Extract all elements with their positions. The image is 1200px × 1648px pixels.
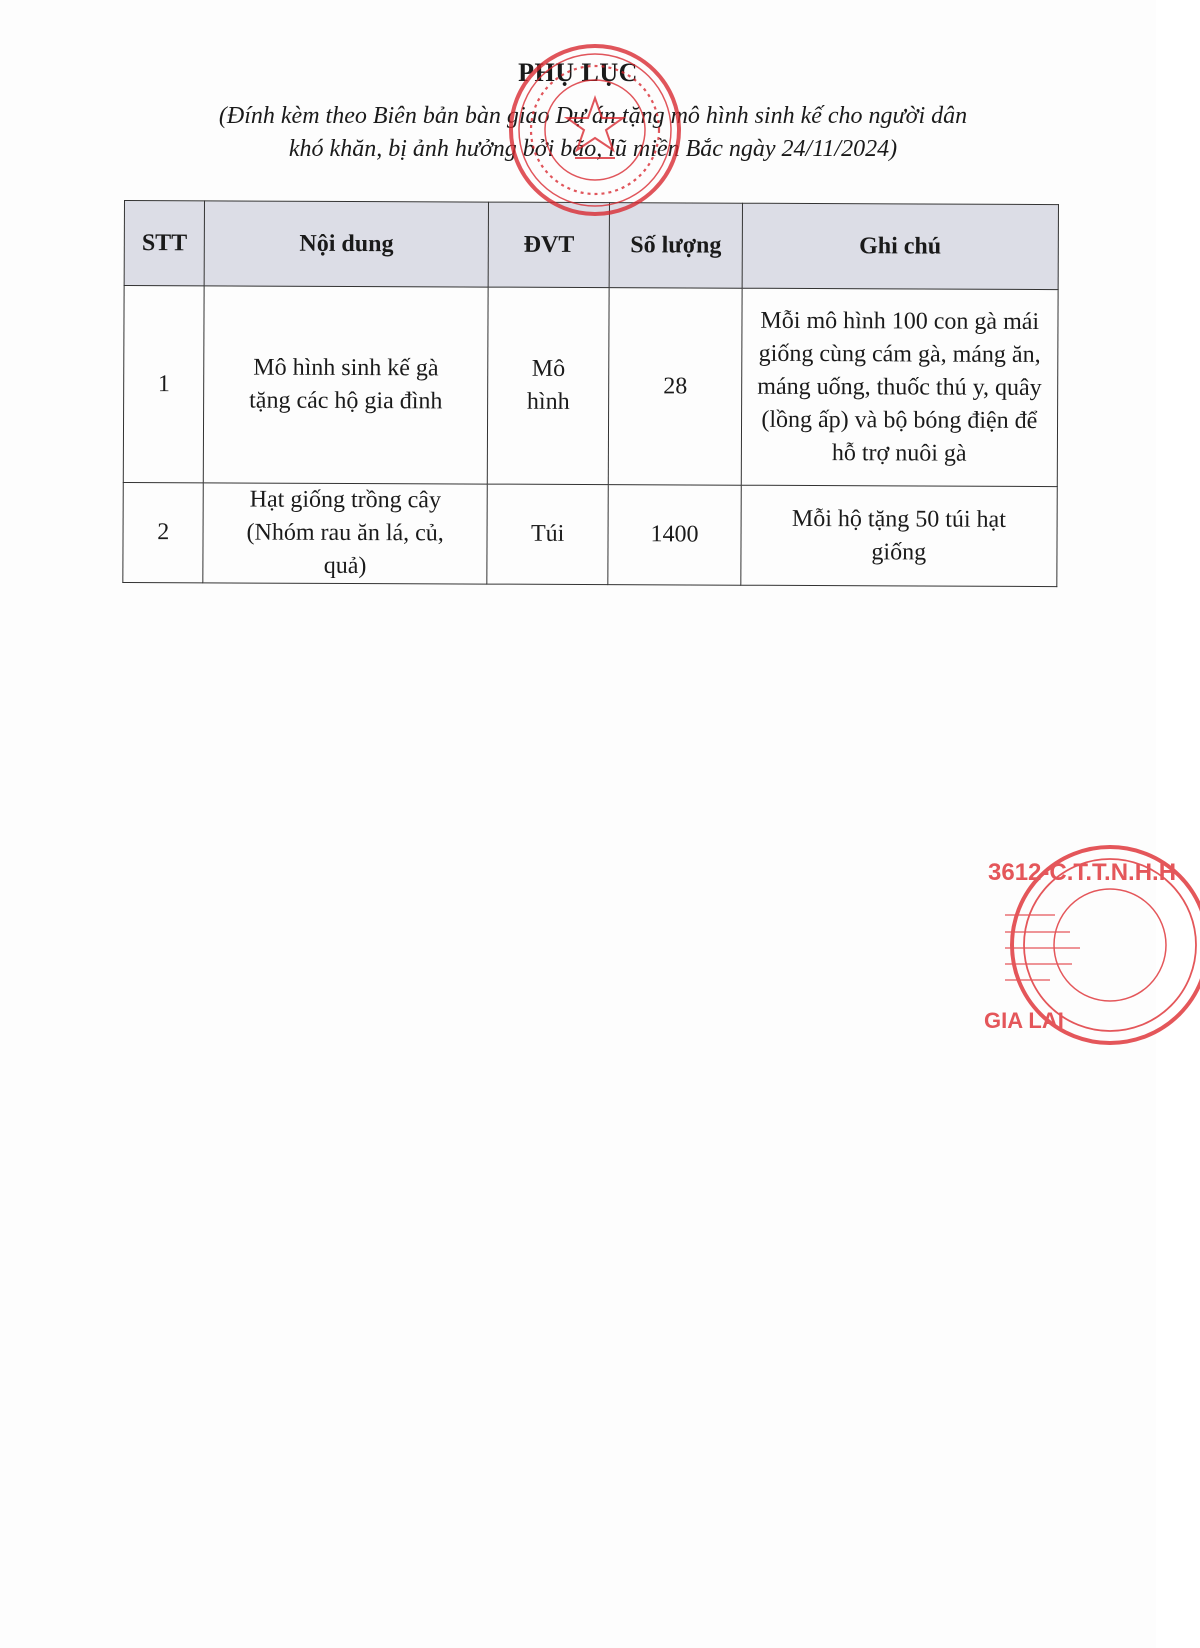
header-note: Ghi chú xyxy=(742,203,1059,289)
subtitle-line-2: khó khăn, bị ảnh hưởng bởi bão, lũ miền Bắc ngày 24/11/2024) xyxy=(288,136,898,162)
cell-stt: 1 xyxy=(123,286,204,483)
cell-content: Mô hình sinh kế gà tặng các hộ gia đình xyxy=(204,286,488,484)
cell-unit: Túi xyxy=(487,484,609,585)
header-stt: STT xyxy=(124,201,205,286)
cell-note: Mỗi hộ tặng 50 túi hạt giống xyxy=(740,485,1057,586)
cell-content: Hạt giống trồng cây (Nhóm rau ăn lá, củ, quả) xyxy=(203,483,487,584)
table-row xyxy=(123,482,1057,586)
cell-stt: 2 xyxy=(123,482,204,582)
appendix-table xyxy=(122,200,1059,587)
cell-quantity: 28 xyxy=(609,288,742,486)
document-title: PHỤ LỤC xyxy=(518,58,638,87)
header-quantity: Số lượng xyxy=(610,203,743,289)
subtitle-line-1: (Đính kèm theo Biên bản bàn giao Dự án tặng mô hình sinh kế cho người dân xyxy=(218,103,968,129)
cell-note: Mỗi mô hình 100 con gà mái giống cùng cám gà, máng ăn, máng uống, thuốc thú y, quây (lồng ấp) và bộ bóng điện để hỗ trợ nuôi gà xyxy=(741,288,1058,486)
cell-quantity: 1400 xyxy=(608,485,741,586)
seal-text-top: 3612-C.T.T.N.H.H xyxy=(988,859,1177,886)
header-unit: ĐVT xyxy=(488,202,610,288)
company-seal-icon xyxy=(984,840,1200,1050)
table-row xyxy=(123,286,1058,487)
official-seal-icon xyxy=(505,40,685,220)
cell-unit: Mô hình xyxy=(487,287,609,485)
seal-text-bottom: GIA LAI xyxy=(984,1008,1064,1033)
header-content: Nội dung xyxy=(205,201,489,287)
